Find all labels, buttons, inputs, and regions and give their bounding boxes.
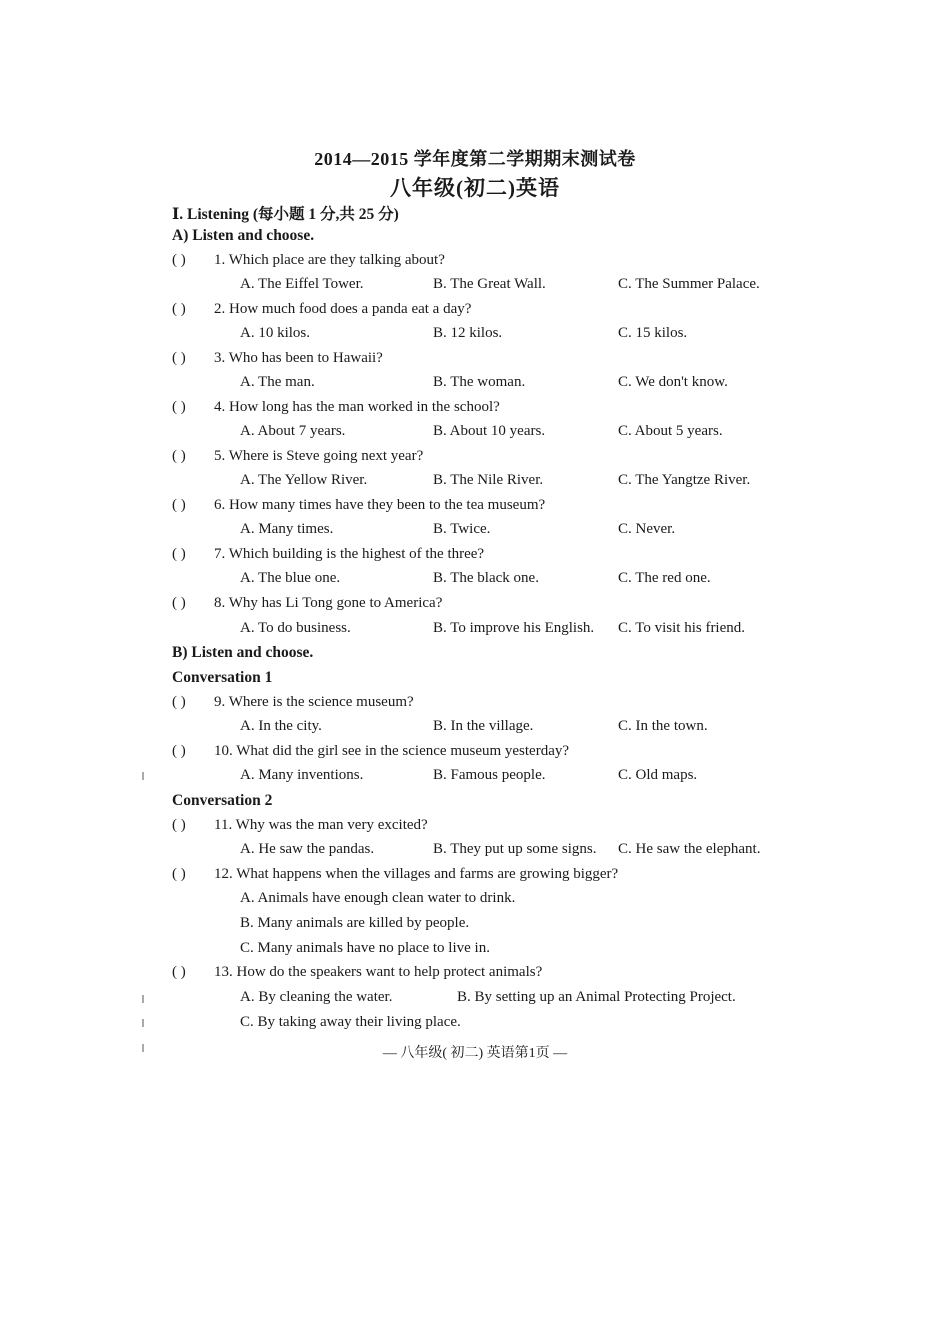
- answer-blank: ( ): [172, 743, 186, 759]
- conversation-1-heading: Conversation 1: [172, 669, 273, 686]
- answer-blank: ( ): [172, 301, 186, 317]
- option-c: C. The Summer Palace.: [618, 276, 760, 292]
- option-c: C. In the town.: [618, 718, 708, 734]
- answer-blank: ( ): [172, 595, 186, 611]
- option-c: C. About 5 years.: [618, 423, 723, 439]
- exam-title: 2014—2015 学年度第二学期期末测试卷: [314, 149, 636, 169]
- question-text: 2. How much food does a panda eat a day?: [214, 301, 472, 317]
- option-c: C. To visit his friend.: [618, 620, 746, 636]
- conversation-2-heading: Conversation 2: [172, 792, 273, 809]
- option-a: A. Animals have enough clean water to drink.: [240, 890, 516, 906]
- option-a: A. The Eiffel Tower.: [240, 276, 364, 292]
- question-text: 9. Where is the science museum?: [214, 694, 414, 710]
- option-a: A. By cleaning the water.: [240, 989, 393, 1005]
- option-b: B. The woman.: [433, 374, 526, 390]
- answer-blank: ( ): [172, 866, 186, 882]
- option-a: A. To do business.: [240, 620, 351, 636]
- option-a: A. About 7 years.: [240, 423, 346, 439]
- question-text: 10. What did the girl see in the science museum yesterday?: [214, 743, 570, 759]
- answer-blank: ( ): [172, 448, 186, 464]
- option-c: C. Many animals have no place to live in.: [240, 940, 490, 956]
- question-text: 13. How do the speakers want to help protect animals?: [214, 964, 543, 980]
- option-b: B. By setting up an Animal Protecting Project.: [457, 989, 736, 1005]
- option-a: A. He saw the pandas.: [240, 841, 375, 857]
- answer-blank: ( ): [172, 546, 186, 562]
- question-text: 6. How many times have they been to the tea museum?: [214, 497, 546, 513]
- scan-mark: [142, 772, 144, 780]
- answer-blank: ( ): [172, 497, 186, 513]
- answer-blank: ( ): [172, 817, 186, 833]
- option-c: C. 15 kilos.: [618, 325, 688, 341]
- question-text: 4. How long has the man worked in the school?: [214, 399, 500, 415]
- option-a: A. Many times.: [240, 521, 334, 537]
- option-c: C. Old maps.: [618, 767, 698, 783]
- section-a-heading: A) Listen and choose.: [172, 227, 315, 244]
- question-text: 1. Which place are they talking about?: [214, 252, 445, 268]
- answer-blank: ( ): [172, 350, 186, 366]
- option-b: B. In the village.: [433, 718, 534, 734]
- option-a: A. 10 kilos.: [240, 325, 311, 341]
- option-b: B. Famous people.: [433, 767, 546, 783]
- scan-mark: [142, 995, 144, 1003]
- part1-heading: Ⅰ. Listening (每小题 1 分,共 25 分): [172, 206, 399, 223]
- option-b: B. The Great Wall.: [433, 276, 546, 292]
- option-b: B. The Nile River.: [433, 472, 544, 488]
- exam-subtitle: 八年级(初二)英语: [390, 176, 560, 200]
- question-text: 3. Who has been to Hawaii?: [214, 350, 383, 366]
- answer-blank: ( ): [172, 694, 186, 710]
- answer-blank: ( ): [172, 399, 186, 415]
- option-b: B. To improve his English.: [433, 620, 595, 636]
- page-footer: — 八年级( 初二) 英语第1页 —: [382, 1046, 568, 1061]
- option-b: B. About 10 years.: [433, 423, 546, 439]
- question-text: 7. Which building is the highest of the three?: [214, 546, 485, 562]
- option-c: C. We don't know.: [618, 374, 728, 390]
- option-c: C. The red one.: [618, 570, 711, 586]
- option-a: A. The blue one.: [240, 570, 341, 586]
- option-b: B. Many animals are killed by people.: [240, 915, 470, 931]
- option-a: A. The man.: [240, 374, 315, 390]
- option-c: C. He saw the elephant.: [618, 841, 761, 857]
- question-text: 12. What happens when the villages and farms are growing bigger?: [214, 866, 619, 882]
- option-b: B. The black one.: [433, 570, 539, 586]
- answer-blank: ( ): [172, 964, 186, 980]
- option-b: B. Twice.: [433, 521, 491, 537]
- option-a: A. Many inventions.: [240, 767, 364, 783]
- question-text: 11. Why was the man very excited?: [214, 817, 428, 833]
- question-text: 5. Where is Steve going next year?: [214, 448, 424, 464]
- option-c: C. Never.: [618, 521, 676, 537]
- option-a: A. In the city.: [240, 718, 322, 734]
- option-b: B. 12 kilos.: [433, 325, 503, 341]
- answer-blank: ( ): [172, 252, 186, 268]
- section-b-heading: B) Listen and choose.: [172, 644, 314, 661]
- option-a: A. The Yellow River.: [240, 472, 368, 488]
- option-c: C. The Yangtze River.: [618, 472, 751, 488]
- question-text: 8. Why has Li Tong gone to America?: [214, 595, 443, 611]
- scan-mark: [142, 1019, 144, 1027]
- scan-mark: [142, 1044, 144, 1052]
- option-c: C. By taking away their living place.: [240, 1014, 461, 1030]
- option-b: B. They put up some signs.: [433, 841, 597, 857]
